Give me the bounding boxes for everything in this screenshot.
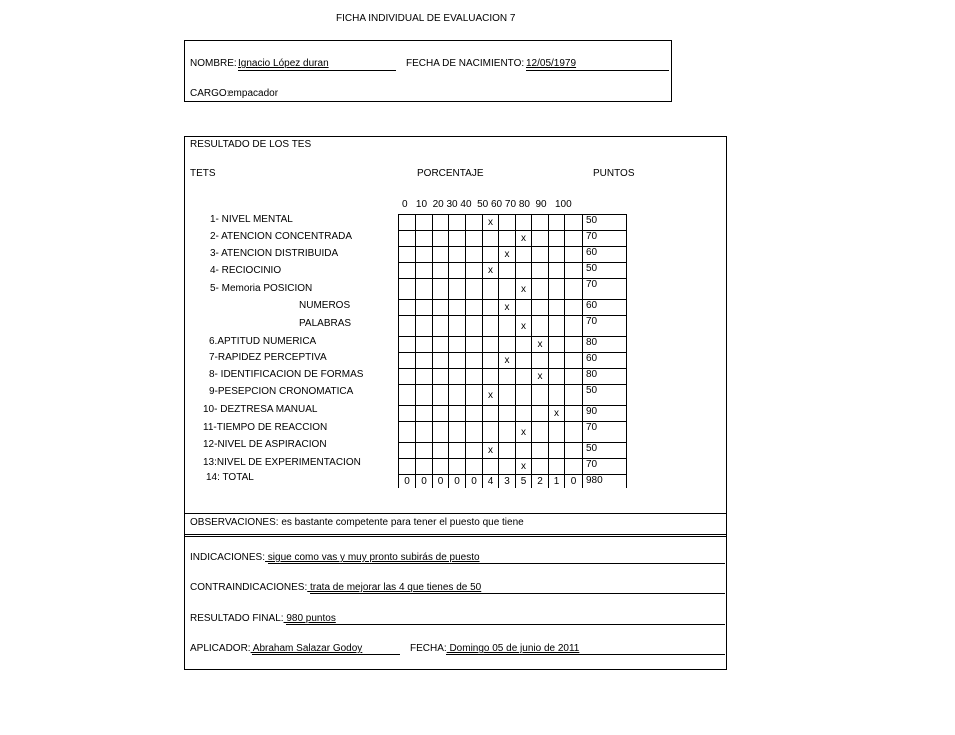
total-cell: 5 (516, 475, 532, 489)
fecha-nacimiento-label: FECHA DE NACIMIENTO: (406, 58, 525, 69)
fecha-line (410, 643, 579, 654)
grid-row (399, 215, 627, 231)
grid-cell-40 (466, 247, 483, 263)
grid-row (399, 385, 627, 406)
mark-x: x (504, 302, 510, 313)
grid-cell-10 (416, 279, 433, 300)
indicaciones-line (190, 552, 480, 563)
grid-row (399, 247, 627, 263)
grid-cell-80 (532, 279, 549, 300)
scale-60: 60 (491, 199, 503, 210)
grid-cell-0 (399, 231, 416, 247)
total-cell: 0 (449, 475, 466, 489)
grid-cell-100 (565, 279, 583, 300)
grid-row (399, 369, 627, 385)
grid-cell-0 (399, 316, 416, 337)
grid-cell-50 (483, 231, 499, 247)
total-row (399, 475, 627, 489)
grid-cell-60 (499, 337, 516, 353)
grid-cell-0 (399, 385, 416, 406)
grid-cell-30 (449, 353, 466, 369)
row-label-1: 1- NIVEL MENTAL (210, 214, 293, 225)
grid-cell-90 (549, 406, 565, 422)
grid-cell-100 (565, 300, 583, 316)
total-cell: 0 (466, 475, 483, 489)
grid-cell-80 (532, 215, 549, 231)
grid-cell-70 (516, 316, 532, 337)
grid-cell-40 (466, 369, 483, 385)
mark-x: x (521, 283, 526, 295)
grid-cell-30 (449, 369, 466, 385)
grid-cell-40 (466, 459, 483, 475)
grid-cell-40 (466, 406, 483, 422)
grid-cell-40 (466, 215, 483, 231)
grid-cell-30 (449, 247, 466, 263)
mark-x: x (488, 389, 493, 401)
grid-cell-20 (433, 353, 449, 369)
resultado-line (190, 613, 336, 624)
mark-x: x (488, 217, 493, 228)
total-cell: 4 (483, 475, 499, 489)
grid-cell-100 (565, 353, 583, 369)
grid-cell-0 (399, 300, 416, 316)
grid-cell-20 (433, 316, 449, 337)
grid-cell-100 (565, 369, 583, 385)
row-label-5: 5- Memoria POSICION (210, 283, 313, 294)
cargo-label: CARGO: (190, 88, 230, 99)
mark-x: x (554, 408, 559, 419)
mark-x: x (521, 320, 526, 332)
points-cell: 70 (583, 316, 627, 337)
grid-cell-0 (399, 337, 416, 353)
aplicador-line (190, 643, 362, 654)
total-cell: 3 (499, 475, 516, 489)
grid-cell-10 (416, 422, 433, 443)
observaciones-line (190, 517, 524, 528)
total-cell: 1 (549, 475, 565, 489)
results-grid (398, 214, 627, 488)
grid-cell-20 (433, 337, 449, 353)
points-cell: 50 (583, 385, 627, 406)
total-cell: 0 (565, 475, 583, 489)
grid-cell-10 (416, 247, 433, 263)
grid-cell-60 (499, 300, 516, 316)
grid-cell-80 (532, 247, 549, 263)
grid-cell-100 (565, 443, 583, 459)
scale-30: 30 (446, 199, 458, 210)
points-cell: 90 (583, 406, 627, 422)
grid-cell-80 (532, 443, 549, 459)
grid-cell-0 (399, 459, 416, 475)
grid-cell-10 (416, 385, 433, 406)
points-cell: 70 (583, 459, 627, 475)
grid-row (399, 422, 627, 443)
grid-cell-50 (483, 215, 499, 231)
grid-cell-20 (433, 459, 449, 475)
grid-cell-70 (516, 422, 532, 443)
grid-cell-80 (532, 300, 549, 316)
grid-cell-70 (516, 406, 532, 422)
grid-cell-50 (483, 337, 499, 353)
scale-90: 90 (535, 199, 547, 210)
grid-cell-40 (466, 443, 483, 459)
grid-cell-90 (549, 443, 565, 459)
grid-cell-50 (483, 316, 499, 337)
grid-cell-90 (549, 385, 565, 406)
scale-10: 10 (415, 199, 428, 210)
total-cell: 2 (532, 475, 549, 489)
grid-cell-70 (516, 459, 532, 475)
grid-cell-70 (516, 385, 532, 406)
grid-cell-50 (483, 459, 499, 475)
grid-cell-50 (483, 422, 499, 443)
grid-cell-0 (399, 406, 416, 422)
grid-cell-20 (433, 263, 449, 279)
grid-cell-50 (483, 406, 499, 422)
col-tets: TETS (190, 168, 216, 179)
grid-cell-70 (516, 353, 532, 369)
col-porcentaje: PORCENTAJE (417, 168, 484, 179)
grid-cell-40 (466, 316, 483, 337)
grid-cell-100 (565, 459, 583, 475)
nombre-value: Ignacio López duran (238, 58, 329, 69)
grid-cell-0 (399, 279, 416, 300)
grid-cell-60 (499, 263, 516, 279)
grid-cell-80 (532, 353, 549, 369)
grid-row (399, 231, 627, 247)
grid-cell-100 (565, 316, 583, 337)
page-title: FICHA INDIVIDUAL DE EVALUACION 7 (336, 13, 516, 24)
grid-cell-20 (433, 422, 449, 443)
grid-cell-60 (499, 279, 516, 300)
row-label-11: 11-TIEMPO DE REACCION (203, 422, 328, 433)
grid-cell-60 (499, 231, 516, 247)
grid-cell-70 (516, 231, 532, 247)
grid-cell-30 (449, 443, 466, 459)
scale-50: 50 (477, 199, 489, 210)
grid-cell-20 (433, 300, 449, 316)
cargo-value: empacador (228, 88, 279, 99)
grid-row (399, 337, 627, 353)
grid-cell-30 (449, 422, 466, 443)
grid-cell-10 (416, 406, 433, 422)
grid-cell-20 (433, 279, 449, 300)
scale-40: 40 (460, 199, 472, 210)
observaciones-label: OBSERVACIONES: (190, 517, 279, 528)
grid-cell-60 (499, 369, 516, 385)
indicaciones-label: INDICACIONES: (190, 552, 266, 563)
grid-cell-100 (565, 247, 583, 263)
contraindicaciones-label: CONTRAINDICACIONES: (190, 582, 308, 593)
grid-cell-90 (549, 263, 565, 279)
scale-100: 100 (554, 199, 572, 210)
grid-cell-90 (549, 279, 565, 300)
grid-cell-30 (449, 215, 466, 231)
grid-cell-20 (433, 247, 449, 263)
grid-cell-60 (499, 353, 516, 369)
contraindicaciones-value: trata de mejorar las 4 que tienes de 50 (307, 582, 482, 593)
scale-70: 70 (504, 199, 517, 210)
grid-cell-80 (532, 369, 549, 385)
mark-x: x (521, 461, 526, 472)
grid-row (399, 279, 627, 300)
grid-cell-20 (433, 369, 449, 385)
results-heading: RESULTADO DE LOS TES (190, 139, 312, 150)
total-cell: 0 (416, 475, 433, 489)
grid-cell-0 (399, 369, 416, 385)
grid-cell-0 (399, 443, 416, 459)
grid-cell-50 (483, 263, 499, 279)
grid-cell-90 (549, 459, 565, 475)
grid-cell-100 (565, 215, 583, 231)
grid-cell-100 (565, 231, 583, 247)
grid-cell-70 (516, 337, 532, 353)
grid-cell-10 (416, 459, 433, 475)
grid-cell-40 (466, 300, 483, 316)
grid-cell-0 (399, 263, 416, 279)
grid-cell-40 (466, 337, 483, 353)
total-points-cell: 980 (583, 475, 627, 489)
grid-cell-20 (433, 385, 449, 406)
grid-cell-10 (416, 353, 433, 369)
grid-cell-90 (549, 369, 565, 385)
grid-cell-50 (483, 300, 499, 316)
scale-80: 80 (518, 199, 530, 210)
grid-cell-30 (449, 316, 466, 337)
grid-cell-60 (499, 316, 516, 337)
grid-cell-90 (549, 247, 565, 263)
grid-cell-30 (449, 337, 466, 353)
total-cell: 0 (433, 475, 449, 489)
grid-cell-90 (549, 316, 565, 337)
grid-cell-80 (532, 422, 549, 443)
fecha-label: FECHA: (410, 643, 447, 654)
grid-cell-70 (516, 300, 532, 316)
row-label-10: 10- DEZTRESA MANUAL (203, 404, 318, 415)
grid-cell-90 (549, 422, 565, 443)
grid-cell-10 (416, 215, 433, 231)
grid-cell-40 (466, 231, 483, 247)
grid-cell-70 (516, 443, 532, 459)
row-label-2: 2- ATENCION CONCENTRADA (210, 231, 353, 242)
points-cell: 70 (583, 231, 627, 247)
grid-cell-50 (483, 369, 499, 385)
observaciones-value: es bastante competente para tener el puesto que tiene (278, 517, 524, 528)
header-box (184, 40, 672, 102)
grid-cell-20 (433, 406, 449, 422)
grid-cell-30 (449, 231, 466, 247)
total-cell: 0 (399, 475, 416, 489)
grid-row (399, 300, 627, 316)
aplicador-value: Abraham Salazar Godoy (250, 643, 363, 654)
points-cell: 60 (583, 300, 627, 316)
grid-cell-80 (532, 406, 549, 422)
grid-cell-90 (549, 215, 565, 231)
grid-cell-60 (499, 406, 516, 422)
grid-cell-100 (565, 385, 583, 406)
points-cell: 80 (583, 337, 627, 353)
grid-cell-10 (416, 300, 433, 316)
mark-x: x (537, 339, 543, 350)
grid-cell-60 (499, 422, 516, 443)
row-label-6: 6.APTITUD NUMERICA (209, 336, 317, 347)
grid-cell-30 (449, 385, 466, 406)
grid-cell-80 (532, 231, 549, 247)
grid-cell-50 (483, 279, 499, 300)
aplicador-label: APLICADOR: (190, 643, 251, 654)
grid-cell-10 (416, 231, 433, 247)
grid-cell-10 (416, 369, 433, 385)
grid-cell-100 (565, 337, 583, 353)
grid-cell-90 (549, 300, 565, 316)
grid-cell-90 (549, 231, 565, 247)
grid-cell-10 (416, 443, 433, 459)
scale-0: 0 (402, 199, 408, 210)
row-label-5c: PALABRAS (299, 318, 352, 329)
row-label-12: 12-NIVEL DE ASPIRACION (203, 439, 327, 450)
grid-cell-0 (399, 247, 416, 263)
grid-cell-30 (449, 300, 466, 316)
row-label-8: 8- IDENTIFICACION DE FORMAS (209, 369, 364, 380)
grid-cell-70 (516, 369, 532, 385)
grid-cell-40 (466, 279, 483, 300)
row-label-4: 4- RECIOCINIO (210, 265, 282, 276)
grid-cell-50 (483, 443, 499, 459)
scale-header (402, 199, 572, 210)
grid-cell-20 (433, 215, 449, 231)
grid-cell-30 (449, 263, 466, 279)
grid-row (399, 263, 627, 279)
grid-cell-100 (565, 406, 583, 422)
points-cell: 50 (583, 443, 627, 459)
points-cell: 80 (583, 369, 627, 385)
points-cell: 70 (583, 422, 627, 443)
grid-cell-100 (565, 422, 583, 443)
points-cell: 70 (583, 279, 627, 300)
resultado-value: 980 puntos (283, 613, 336, 624)
row-label-5b: NUMEROS (299, 300, 351, 311)
grid-cell-40 (466, 422, 483, 443)
points-cell: 50 (583, 215, 627, 231)
grid-cell-40 (466, 263, 483, 279)
points-cell: 50 (583, 263, 627, 279)
mark-x: x (537, 371, 543, 382)
row-label-9: 9-PESEPCION CRONOMATICA (209, 386, 354, 397)
points-cell: 60 (583, 353, 627, 369)
mark-x: x (521, 426, 526, 438)
row-label-13: 13:NIVEL DE EXPERIMENTACION (203, 457, 361, 468)
grid-cell-70 (516, 215, 532, 231)
grid-cell-80 (532, 459, 549, 475)
grid-cell-80 (532, 316, 549, 337)
mark-x: x (488, 445, 493, 456)
grid-cell-20 (433, 443, 449, 459)
fecha-value: Domingo 05 de junio de 2011 (446, 643, 580, 654)
grid-cell-90 (549, 353, 565, 369)
grid-cell-10 (416, 316, 433, 337)
grid-cell-30 (449, 406, 466, 422)
grid-row (399, 353, 627, 369)
mark-x: x (504, 355, 510, 366)
grid-row (399, 316, 627, 337)
grid-cell-10 (416, 337, 433, 353)
grid-row (399, 443, 627, 459)
points-cell: 60 (583, 247, 627, 263)
grid-cell-30 (449, 279, 466, 300)
grid-cell-60 (499, 459, 516, 475)
fecha-nacimiento-value: 12/05/1979 (526, 58, 577, 69)
row-label-total: 14: TOTAL (206, 472, 254, 483)
grid-cell-70 (516, 247, 532, 263)
indicaciones-value: sigue como vas y muy pronto subirás de puesto (265, 552, 480, 563)
mark-x: x (488, 265, 493, 276)
grid-cell-70 (516, 279, 532, 300)
grid-cell-60 (499, 443, 516, 459)
scale-20: 20 (432, 199, 444, 210)
grid-cell-40 (466, 385, 483, 406)
grid-cell-0 (399, 353, 416, 369)
contraindicaciones-line (190, 582, 481, 593)
resultado-label: RESULTADO FINAL: (190, 613, 284, 624)
grid-row (399, 406, 627, 422)
grid-cell-30 (449, 459, 466, 475)
grid-cell-90 (549, 337, 565, 353)
grid-cell-80 (532, 337, 549, 353)
grid-cell-80 (532, 385, 549, 406)
grid-cell-20 (433, 231, 449, 247)
mark-x: x (504, 249, 510, 260)
mark-x: x (521, 233, 526, 244)
grid-cell-10 (416, 263, 433, 279)
row-label-7: 7-RAPIDEZ PERCEPTIVA (209, 352, 327, 363)
grid-cell-50 (483, 247, 499, 263)
grid-cell-0 (399, 215, 416, 231)
nombre-label: NOMBRE: (190, 58, 237, 69)
grid-cell-50 (483, 385, 499, 406)
col-puntos: PUNTOS (593, 168, 635, 179)
grid-cell-50 (483, 353, 499, 369)
grid-cell-60 (499, 215, 516, 231)
row-label-3: 3- ATENCION DISTRIBUIDA (210, 248, 339, 259)
grid-cell-80 (532, 263, 549, 279)
grid-cell-100 (565, 263, 583, 279)
grid-row (399, 459, 627, 475)
grid-cell-40 (466, 353, 483, 369)
grid-cell-60 (499, 247, 516, 263)
grid-cell-70 (516, 263, 532, 279)
grid-cell-0 (399, 422, 416, 443)
grid-cell-60 (499, 385, 516, 406)
